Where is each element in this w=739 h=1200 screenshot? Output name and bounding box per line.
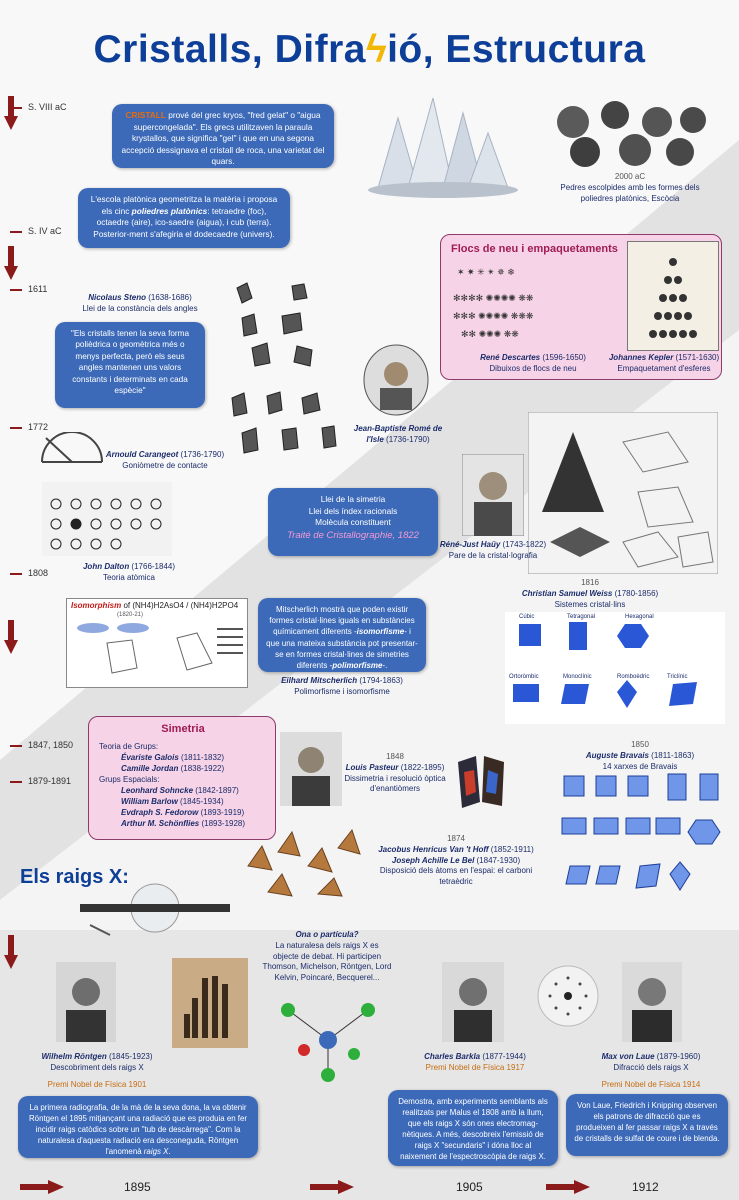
tetrahedral-models-image [238, 826, 368, 898]
timeline-label: S. VIII aC [10, 102, 67, 112]
laue-caption: Max von Laue (1879-1960) Difracció dels raigs X Premi Nobel de Física 1914 [601, 1052, 701, 1089]
down-arrow-icon [4, 620, 18, 658]
enantiomer-crystals-image [454, 752, 510, 810]
page-title [0, 28, 739, 72]
mitscherlich-caption: Eilhard Mitscherlich (1794-1863) Polimorfisme i isomorfisme [281, 676, 403, 696]
rome-portrait [362, 344, 430, 416]
year-label: 1895 [124, 1180, 151, 1194]
system-label: Monoclínic [563, 674, 592, 680]
kepler-spheres-image [627, 241, 719, 351]
flocs-title: Flocs de neu i empaquetaments [451, 243, 618, 255]
pasteur-portrait [280, 732, 342, 806]
xrays-heading: Els raigs X: [20, 866, 129, 888]
isomorphism-figure: Isomorphism of (NH4)H2AsO4 / (NH4)H2PO4 (1820-21) [66, 598, 248, 688]
svg-text:✻✻✻✻ ✺✺✺✺ ❋❋: ✻✻✻✻ ✺✺✺✺ ❋❋ [453, 293, 534, 303]
hauy-caption: Réné-Just Haüy (1743-1822) Pare de la cristal·lografia [439, 540, 547, 560]
flocs-panel [440, 234, 722, 380]
dalton-elements-chart [42, 482, 172, 556]
title-part2: ió, Estructura [387, 28, 646, 71]
right-arrow-icon [546, 1180, 592, 1194]
title-part1: Cristalls, Difra [93, 28, 366, 71]
year-label: 1912 [632, 1180, 659, 1194]
system-label: Tetragonal [567, 614, 596, 620]
xray-hand-image [172, 958, 248, 1048]
pasteur-caption: 1848 Louis Pasteur (1822-1895) Dissimetria i resolució òptica d'enantiòmers [344, 752, 446, 794]
timeline-label: 1611 [10, 284, 47, 294]
cristall-etymology-box: CRISTALL prové del grec kryos, "fred gelat" o "aigua supercongelada". Els grecs utilitzaven la paraula krystallos, que significa "gel" i que en una segona accepció dessignava el cristall de roca, una varietat del quars. [112, 104, 334, 168]
hauy-laws-box: Llei de la simetria Llei dels índex racionals Molècula constituent Traité de Cristallographie, 1822 [268, 488, 438, 556]
kepler-caption: Johannes Kepler (1571-1630) Empaquetament d'esferes [608, 353, 720, 373]
ona-particula-text: Ona o partícula? La naturalesa dels raigs X es objecte de debat. Hi participen Thomson, Michelson, Röntgen, Lord Kelvin, Poincaré, Becquerel... [262, 930, 392, 983]
snowflake-drawings [451, 261, 611, 341]
year-label: 1905 [456, 1180, 483, 1194]
barkla-box: Demostra, amb experiments semblants als realitzats per Malus el 1808 amb la llum, que els raigs X són ones electromag-nètiques. A més, descobreix l'emissió de raigs X "secundaris" i dóna lloc al naixement de l'espectroscòpia de raigs X. [388, 1090, 558, 1166]
system-label: Cúbic [519, 614, 535, 620]
steno-quote-box: "Els cristalls tenen la seva forma polièdrica o geomètrica més o menys perfecta, però els seus angles mantenen uns valors constants i determinats en cada espècie" [55, 322, 205, 408]
rontgen-portrait [56, 962, 116, 1042]
rontgen-caption: Wilhelm Röntgen (1845-1923) Descobriment dels raigs X Premi Nobel de Física 1901 [41, 1052, 153, 1089]
crystal-forms-drawing [222, 278, 357, 463]
mitscherlich-box: Mitscherlich mostrà que poden existir formes cristal·lines iguals en substàncies químicament diferents -isomorfisme- i que una mateixa substància pot presentar-se en formes cristal·lines de simetries diferents -polimorfisme-. [258, 598, 426, 672]
svg-text:✶ ✷ ✳ ✴ ✵ ❄: ✶ ✷ ✳ ✴ ✵ ❄ [457, 267, 515, 277]
hauy-portrait [462, 454, 524, 536]
pedres-caption: 2000 aC Pedres escolpides amb les formes dels poliedres platònics, Escòcia [560, 172, 700, 203]
right-arrow-icon [20, 1180, 66, 1194]
timeline-label: 1879-1891 [10, 776, 71, 786]
down-arrow-icon [4, 935, 18, 973]
rome-caption: Jean-Baptiste Romé de l'Isle (1736-1790) [353, 424, 443, 444]
vanthoff-caption: 1874 Jacobus Henricus Van 't Hoff (1852-1911) Joseph Achille Le Bel (1847-1930) Disposició dels àtoms en l'espai: el carboni tetraèdric [378, 834, 534, 887]
bravais-caption: 1850 Auguste Bravais (1811-1863) 14 xarxes de Bravais [585, 740, 695, 771]
timeline-label: 1808 [10, 568, 48, 578]
svg-text:✻✻ ✺✺✺ ❋❋: ✻✻ ✺✺✺ ❋❋ [461, 329, 519, 339]
system-label: Hexagonal [625, 614, 654, 620]
steno-caption: Nicolaus Steno (1638-1686) Llei de la constància dels angles [82, 293, 198, 313]
laue-diffraction-pattern [536, 964, 600, 1028]
down-arrow-icon [4, 246, 18, 284]
laue-box: Von Laue, Friedrich i Knipping observen els patrons de difracció que es produeixen al fer passar raigs X a través de cristalls de sulfat de coure i de blenda. [566, 1094, 728, 1156]
descartes-caption: René Descartes (1596-1650) Dibuixos de flocs de neu [480, 353, 586, 373]
crystal-systems-shapes [505, 612, 725, 724]
right-arrow-icon [310, 1180, 356, 1194]
hauy-plate-drawing [528, 412, 718, 574]
system-label: Ortoròmbic [509, 674, 539, 680]
barkla-portrait [442, 962, 504, 1042]
system-label: Triclínic [667, 674, 688, 680]
crystal-systems-panel [505, 612, 725, 724]
lightning-icon: ϟ [365, 28, 388, 71]
svg-text:✻✻✻ ✺✺✺✺ ❋❋❋: ✻✻✻ ✺✺✺✺ ❋❋❋ [453, 311, 534, 321]
timeline-label: 1847, 1850 [10, 740, 73, 750]
barkla-caption: Charles Barkla (1877-1944) Premi Nobel de Física 1917 [424, 1052, 526, 1072]
carangeot-caption: Arnould Carangeot (1736-1790) Goniòmetre de contacte [105, 450, 225, 470]
crookes-tube-image [70, 880, 240, 938]
simetria-list: Teoria de Grups: Évariste Galois (1811-1832) Camille Jordan (1838-1922) Grups Espacials: Leonhard Sohncke (1842-1897) William Barlow (1845-1934) Evdraph S. Fedorow (1893-1919) Arthur M. Schönflies (1893-1928) [99, 742, 246, 829]
carved-stones-image [545, 100, 715, 170]
rontgen-box: La primera radiografia, de la mà de la seva dona, la va obtenir Röntgen el 1895 mitjançant una radiació que es produia en fer incidir raigs catòdics sobre un "tub de descàrrega". Com la naturalesa d'aquesta radiació era desconeguda, Röntgen l'anomenà raigs X. [18, 1096, 258, 1158]
simetria-panel [88, 716, 276, 840]
system-label: Romboèdric [617, 674, 650, 680]
weiss-caption: 1816 Christian Samuel Weiss (1780-1856) Sistemes cristal·lins [521, 578, 659, 609]
dalton-caption: John Dalton (1766-1844) Teoria atòmica [82, 562, 176, 582]
timeline-label: 1772 [10, 422, 48, 432]
laue-portrait [622, 962, 682, 1042]
plato-box: L'escola platònica geometritza la matèria i proposa els cinc poliedres platònics: tetraedre (foc), octaedre (aire), ico-saedre (aigua), i cub (terra). Posterior-ment s'afegiria el dodecaedre (univers). [78, 188, 290, 248]
timeline-label: S. IV aC [10, 226, 62, 236]
simetria-title: Simetria [161, 723, 205, 735]
goniometer-image [38, 432, 106, 476]
bravais-lattices-drawing [556, 770, 726, 904]
molecule-cartoon-image [268, 990, 388, 1082]
quartz-crystal-image [358, 88, 528, 198]
